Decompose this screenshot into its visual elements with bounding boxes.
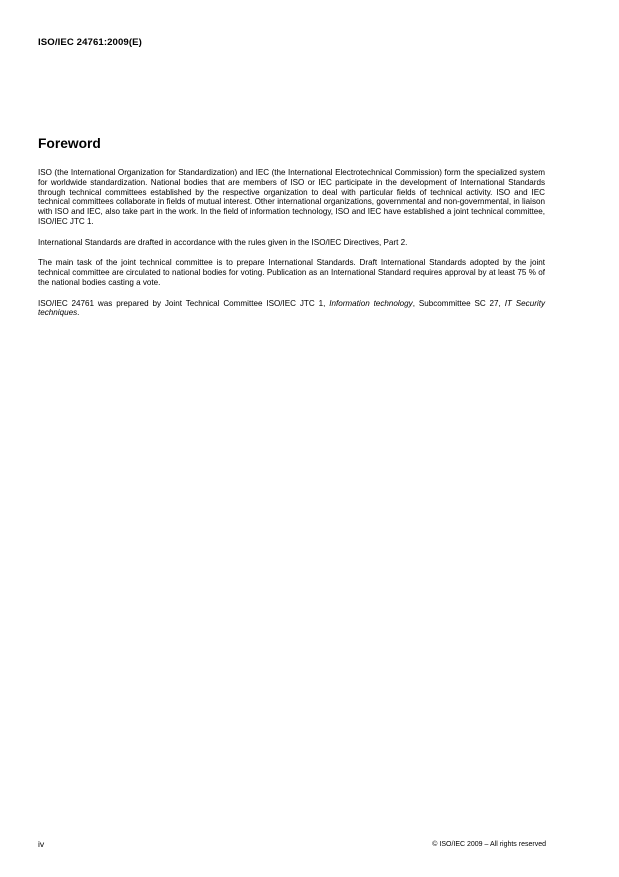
foreword-paragraph-2: International Standards are drafted in accordance with the rules given in the ISO/IEC Directives, Part 2. bbox=[38, 237, 408, 247]
subcommittee-title: IT Security techniques bbox=[38, 298, 545, 318]
foreword-paragraph-1: ISO (the International Organization for Standardization) and IEC (the International Electrotechnical Commission) form the specialized system for worldwide standardization. National bodies that are members of ISO or IEC participate in the development of International Standards through technical committees established by the respective organization to deal with particular fields of technical activity. ISO and IEC technical committees collaborate in fields of mutual interest. Other international organizations, governmental and non-governmental, in liaison with ISO and IEC, also take part in the work. In the field of information technology, ISO and IEC have established a joint technical committee, ISO/IEC JTC 1. bbox=[38, 168, 545, 226]
page-number: iv bbox=[38, 839, 45, 849]
foreword-paragraph-3: The main task of the joint technical committee is to prepare International Standards. Draft International Standards adopted by the joint technical committee are circulated to national bodies for voting. Publication as an International Standard requires approval by at least 75 % of the national bodies casting a vote. bbox=[38, 258, 545, 287]
paragraph-4-text-c: . bbox=[77, 308, 80, 318]
paragraph-4-text-b: , Subcommittee SC 27, bbox=[412, 298, 505, 308]
committee-title: Information technology bbox=[329, 298, 413, 308]
foreword-body bbox=[38, 168, 545, 318]
document-identifier: ISO/IEC 24761:2009(E) bbox=[38, 37, 142, 48]
foreword-paragraph-4 bbox=[38, 299, 545, 319]
copyright-notice: © ISO/IEC 2009 – All rights reserved bbox=[432, 841, 546, 848]
paragraph-4-text-a: ISO/IEC 24761 was prepared by Joint Technical Committee ISO/IEC JTC 1, bbox=[38, 298, 330, 308]
section-title: Foreword bbox=[38, 136, 101, 151]
